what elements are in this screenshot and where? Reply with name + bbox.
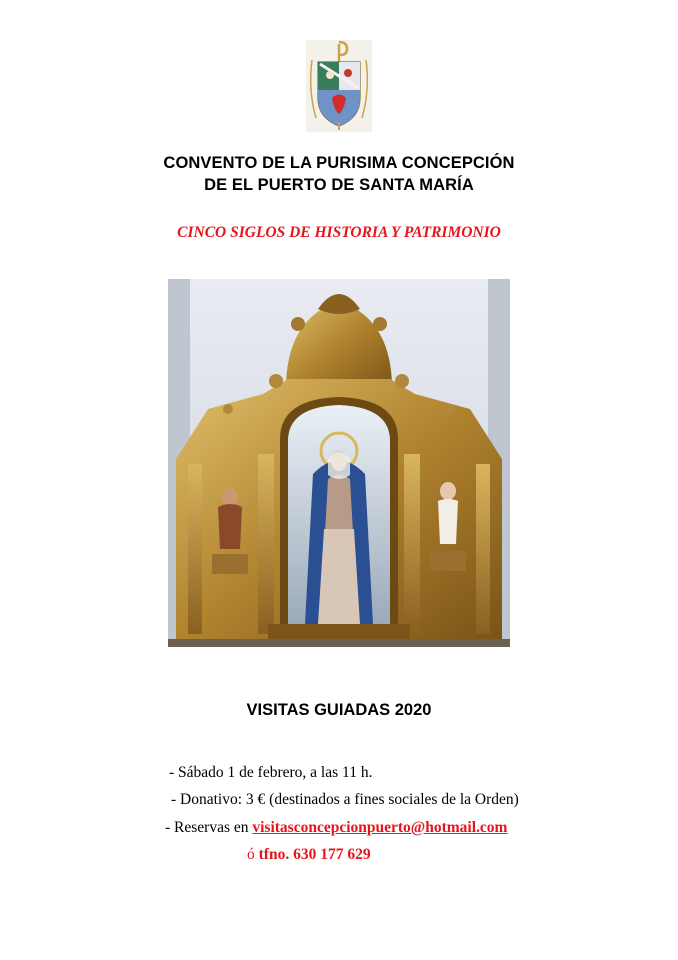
phone-line [247, 846, 371, 864]
page-subtitle: CINCO SIGLOS DE HISTORIA Y PATRIMONIO [177, 224, 501, 241]
altarpiece-image [168, 279, 510, 647]
section-heading: VISITAS GUIADAS 2020 [246, 701, 432, 719]
reservations-line [165, 819, 507, 837]
page-title-line-2: DE EL PUERTO DE SANTA MARÍA [204, 176, 474, 194]
page-title-line-1: CONVENTO DE LA PURISIMA CONCEPCIÓN [163, 154, 515, 172]
date-line: - Sábado 1 de febrero, a las 11 h. [169, 764, 373, 781]
coat-of-arms-icon [306, 40, 372, 132]
phone-number[interactable]: tfno. 630 177 629 [258, 846, 371, 863]
reservations-label: - Reservas en [165, 819, 253, 836]
phone-prefix: ó [247, 846, 259, 863]
email-link[interactable]: visitasconcepcionpuerto@hotmail.com [252, 819, 508, 836]
donation-line: - Donativo: 3 € (destinados a fines sociales de la Orden) [171, 791, 519, 808]
